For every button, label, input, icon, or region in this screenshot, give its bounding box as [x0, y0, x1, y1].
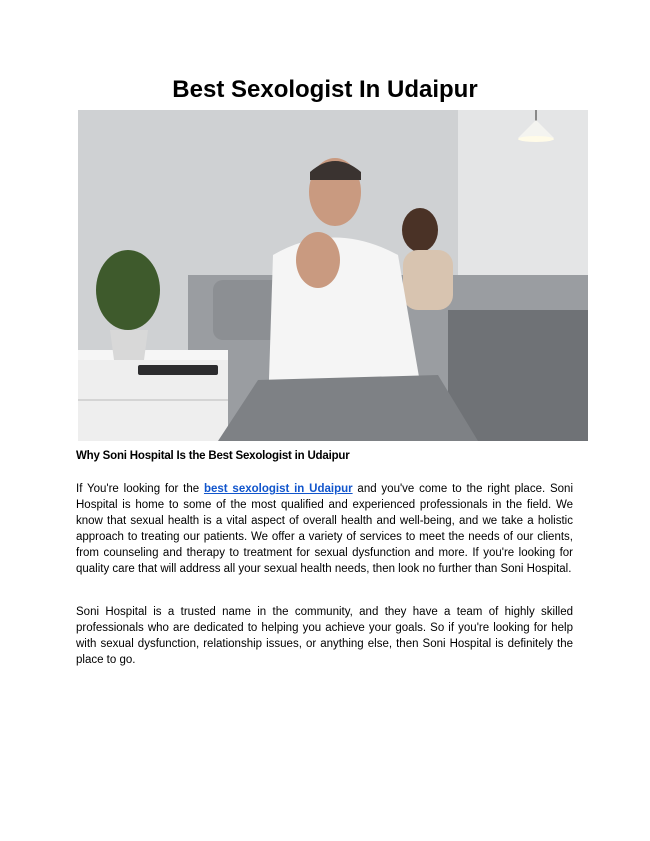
- section-heading: Why Soni Hospital Is the Best Sexologist in Udaipur: [76, 450, 350, 462]
- best-sexologist-link[interactable]: best sexologist in Udaipur: [203, 483, 353, 495]
- hero-photo: [78, 110, 588, 441]
- paragraph-text: If You're looking for the: [76, 483, 204, 495]
- trust-paragraph: Soni Hospital is a trusted name in the community, and they have a team of highly skilled professionals who are dedicated to helping you achieve your goals. So if you're looking for help with sexual dysfunction, relationship issues, or anything else, then Soni Hospital is definitely the place to go.: [76, 606, 573, 666]
- intro-paragraph: [76, 481, 573, 577]
- page-title: Best Sexologist In Udaipur: [172, 76, 478, 103]
- paragraph-text: and you've come to the right place. Soni Hospital is home to some of the most qualified and experienced professionals in the field. We know that sexual health is a vital aspect of overall health and well-being, and we take a holistic approach to treating our patients. We offer a variety of services to meet the needs of our clients, from counseling and therapy to treatment for sexual dysfunction and more. If you're looking for quality care that will address all your sexual health needs, then look no further than Soni Hospital.: [76, 483, 573, 575]
